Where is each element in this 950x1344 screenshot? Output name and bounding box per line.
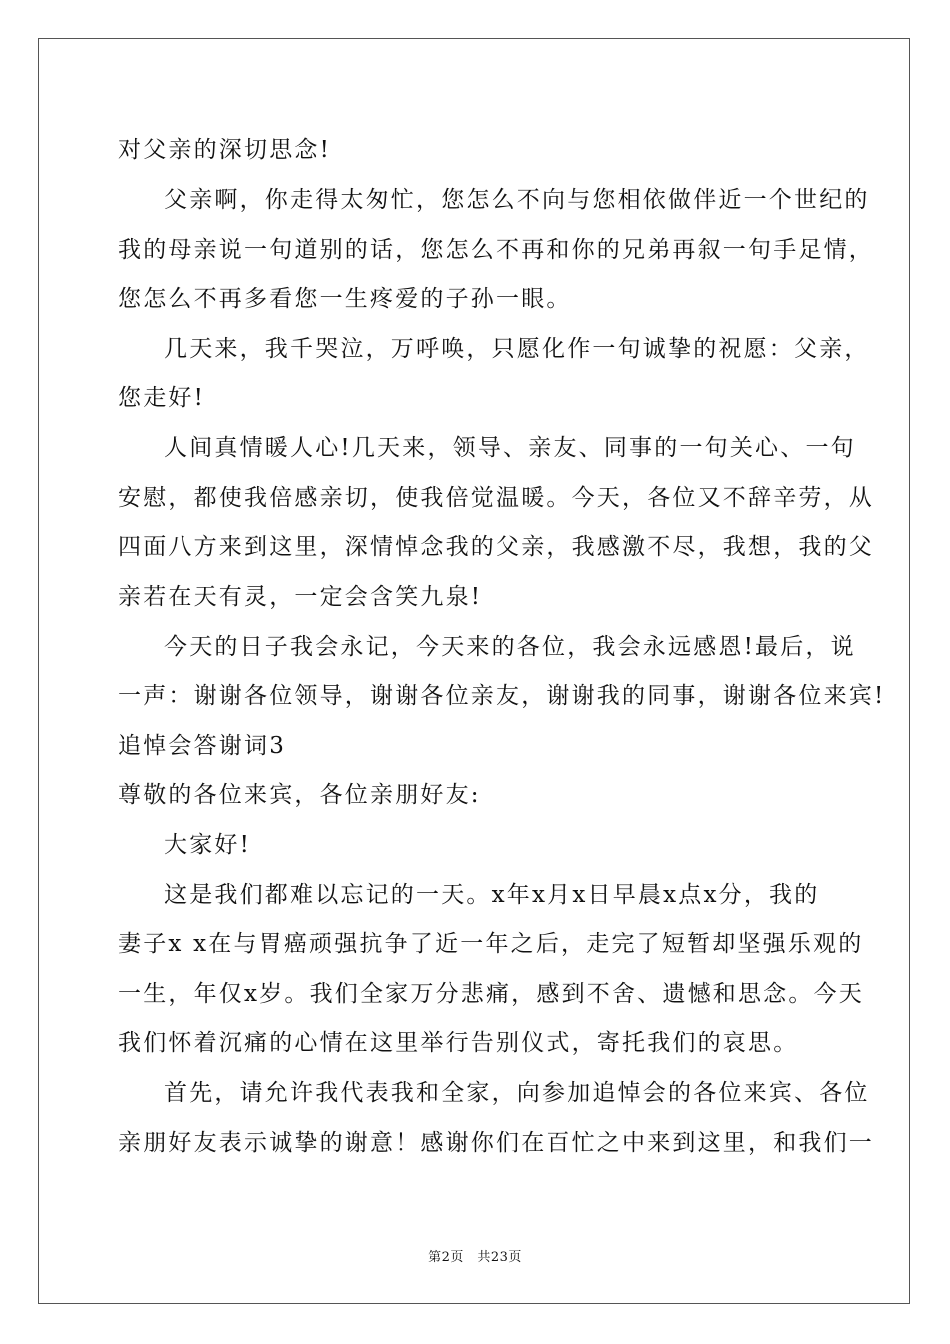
text-line: 人间真情暖人心!几天来，领导、亲友、同事的一句关心、一句 bbox=[164, 435, 856, 461]
text-line: 这是我们都难以忘记的一天。x年x月x日早晨x点x分，我的 bbox=[164, 882, 820, 908]
salutation: 尊敬的各位来宾，各位亲朋好友: bbox=[118, 782, 481, 808]
text-line: 您走好! bbox=[118, 385, 206, 411]
text-line: 亲若在天有灵，一定会含笑九泉! bbox=[118, 584, 483, 610]
section-heading: 追悼会答谢词3 bbox=[118, 733, 287, 759]
text-line: 父亲啊，你走得太匆忙，您怎么不向与您相依做伴近一个世纪的 bbox=[164, 187, 870, 213]
text-line: 我们怀着沉痛的心情在这里举行告别仪式，寄托我们的哀思。 bbox=[118, 1030, 799, 1056]
text-line: 今天的日子我会永记，今天来的各位，我会永远感恩!最后，说 bbox=[164, 634, 856, 660]
greeting: 大家好! bbox=[164, 832, 252, 858]
text-line: 首先，请允许我代表我和全家，向参加追悼会的各位来宾、各位 bbox=[164, 1080, 870, 1106]
page-number: 第2页 共23页 bbox=[428, 1250, 522, 1265]
text-line: 几天来，我千哭泣，万呼唤，只愿化作一句诚挚的祝愿：父亲， bbox=[164, 336, 870, 362]
page-border bbox=[38, 38, 910, 1304]
text-line: 妻子x x在与胃癌顽强抗争了近一年之后，走完了短暂却坚强乐观的 bbox=[118, 931, 864, 957]
text-line: 您怎么不再多看您一生疼爱的子孙一眼。 bbox=[118, 286, 572, 312]
text-line: 安慰，都使我倍感亲切，使我倍觉温暖。今天，各位又不辞辛劳，从 bbox=[118, 485, 874, 511]
text-line: 亲朋好友表示诚挚的谢意！感谢你们在百忙之中来到这里，和我们一 bbox=[118, 1130, 874, 1156]
text-line: 对父亲的深切思念! bbox=[118, 137, 332, 163]
text-line: 四面八方来到这里，深情悼念我的父亲，我感激不尽，我想，我的父 bbox=[118, 534, 874, 560]
text-line: 一声：谢谢各位领导，谢谢各位亲友，谢谢我的同事，谢谢各位来宾! bbox=[118, 683, 886, 709]
text-line: 我的母亲说一句道别的话，您怎么不再和你的兄弟再叙一句手足情， bbox=[118, 237, 874, 263]
text-line: 一生，年仅x岁。我们全家万分悲痛，感到不舍、遗憾和思念。今天 bbox=[118, 981, 864, 1007]
